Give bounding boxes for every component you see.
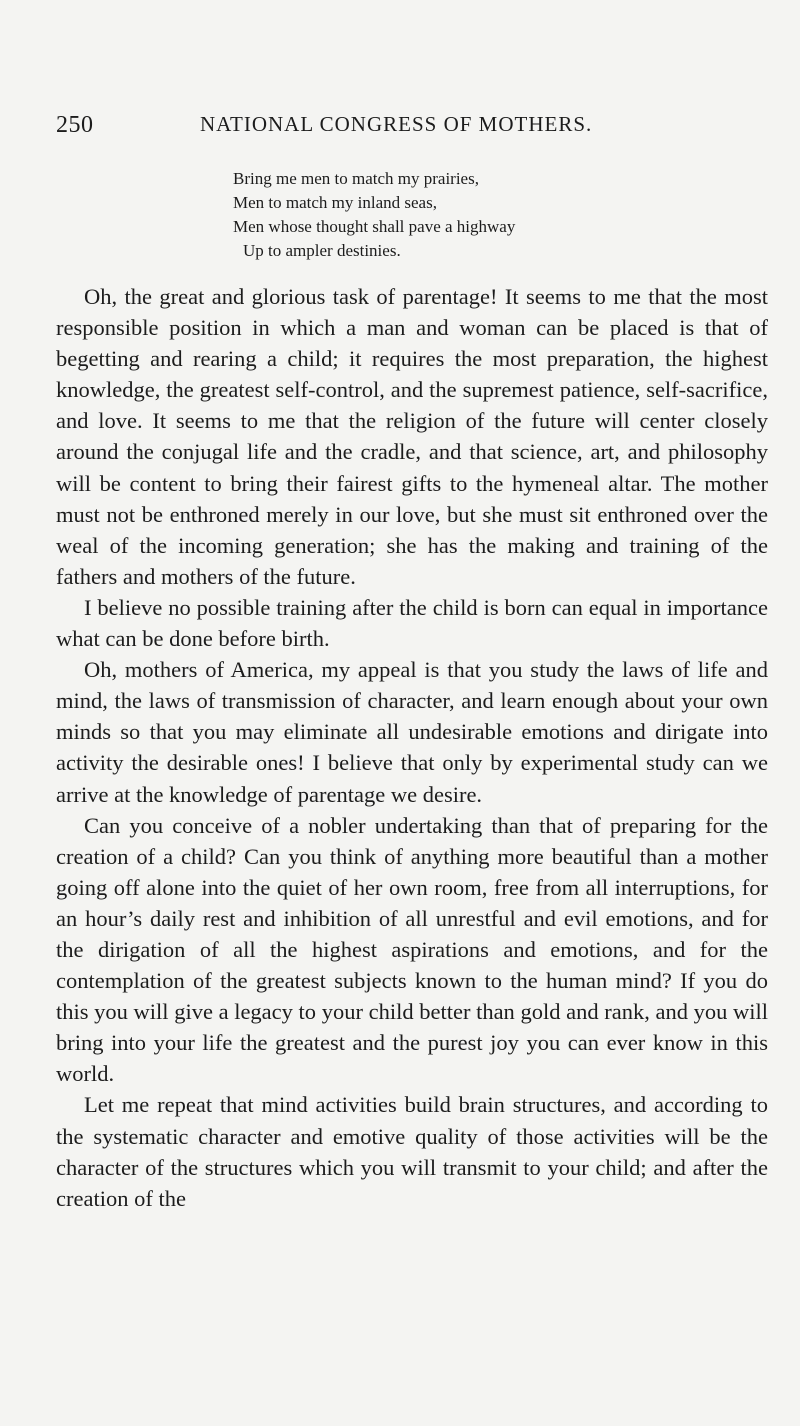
body-text — [56, 281, 768, 1214]
paragraph: Oh, the great and glorious task of parentage! It seems to me that the most responsible position in which a man and woman can be placed is that of begetting and rearing a child; it requires the most preparation, the highest knowledge, the greatest self-control, and the supremest patience, self-sacrifice, and love. It seems to me that the religion of the future will center closely around the conjugal life and the cradle, and that science, art, and philosophy will be content to bring their fairest gifts to the hymeneal altar. The mother must not be enthroned merely in our love, but she must sit enthroned over the weal of the incoming generation; she has the making and training of the fathers and mothers of the future. — [56, 284, 768, 589]
running-title: NATIONAL CONGRESS OF MOTHERS. — [200, 112, 593, 136]
poem-line: Men to match my inland seas, — [233, 193, 437, 212]
running-head — [56, 112, 768, 142]
paragraph: Can you conceive of a nobler undertaking than that of preparing for the creation of a child? Can you think of anything more beautiful than a mother going off alone into the quiet of her own room, free from all interruptions, for an hour’s daily rest and inhibition of all unrestful and evil emotions, and for the dirigation of all the highest aspirations and emotions, and for the contemplation of the greatest subjects known to the human mind? If you do this you will give a legacy to your child better than gold and rank, and you will bring into your life the greatest and the purest joy you can ever know in this world. — [56, 812, 768, 1087]
poem-line: Bring me men to match my prairies, — [233, 169, 479, 188]
paragraph: I believe no possible training after the child is born can equal in importance what can be done before birth. — [56, 594, 768, 652]
poem-line: Up to ampler destinies. — [243, 241, 401, 260]
paragraph: Let me repeat that mind activities build brain structures, and according to the systematic character and emotive quality of those activities will be the character of the structures which you will transmit to your child; and after the creation of the — [56, 1092, 768, 1211]
poem-line: Men whose thought shall pave a highway — [233, 217, 516, 236]
page-number: 250 — [56, 112, 94, 138]
paragraph: Oh, mothers of America, my appeal is that you study the laws of life and mind, the laws of transmission of character, and learn enough about your own minds so that you may eliminate all undesirable emotions and dirigate into activity the desirable ones! I believe that only by experimental study can we arrive at the knowledge of parentage we desire. — [56, 657, 768, 807]
poem-quote — [233, 167, 653, 263]
